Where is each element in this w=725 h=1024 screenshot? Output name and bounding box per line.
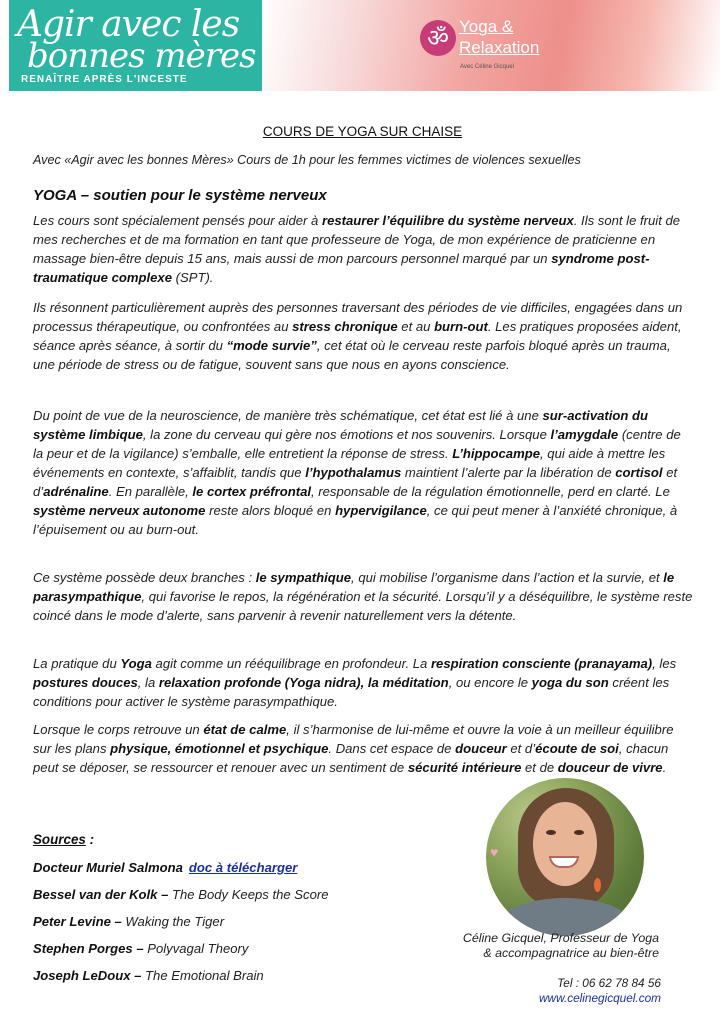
- emphasis-text: cortisol: [615, 465, 663, 480]
- emphasis-text: relaxation profonde (Yoga nidra), la méditation: [158, 675, 449, 690]
- source-work: The Body Keeps the Score: [168, 887, 329, 902]
- paragraph-text: . Dans cet espace de: [328, 741, 456, 756]
- yoga-title-line-2: Relaxation: [459, 38, 540, 57]
- emphasis-text: le sympathique: [255, 570, 352, 585]
- photo-eye: [546, 830, 556, 835]
- emphasis-text: postures douces: [33, 675, 138, 690]
- paragraph-text: (centre de la peur et de la vigilance) s’emballe, elle entretient la réponse de stress.: [33, 427, 681, 461]
- page-title: COURS DE YOGA SUR CHAISE: [262, 124, 463, 139]
- emphasis-text: respiration consciente (pranayama): [430, 656, 653, 671]
- source-author: Bessel van der Kolk –: [33, 887, 169, 902]
- page-subtitle: Avec «Agir avec les bonnes Mères» Cours de 1h pour les femmes victimes de violences sexuelles: [33, 153, 581, 167]
- paragraph-text: Ce système possède deux branches :: [33, 570, 256, 585]
- paragraph-text: , responsable de la régulation émotionnelle, perd en clarté. Le: [311, 484, 670, 499]
- paragraph-text: reste alors bloqué en: [205, 503, 336, 518]
- yoga-relaxation-banner: [262, 0, 720, 91]
- paragraph: [33, 298, 693, 374]
- paragraph-text: , il s’harmonise de lui-même et ouvre la voie à un meilleur équilibre sur les plans: [33, 722, 674, 756]
- source-author: Docteur Muriel Salmona: [33, 860, 183, 875]
- paragraph-text: et d’: [506, 741, 536, 756]
- profile-caption-role: & accompagnatrice au bien-être: [483, 946, 659, 960]
- emphasis-text: système nerveux autonome: [33, 503, 206, 518]
- emphasis-text: restaurer l’équilibre du système nerveux: [321, 213, 574, 228]
- logo-line-1: Agir avec les: [17, 4, 240, 45]
- paragraph-text: La pratique du: [33, 656, 121, 671]
- emphasis-text: hypervigilance: [335, 503, 427, 518]
- source-work: Waking the Tiger: [121, 914, 225, 929]
- yoga-credit: Avec Céline Gicquel: [460, 64, 514, 70]
- emphasis-text: yoga du son: [531, 675, 609, 690]
- emphasis-text: écoute de soi: [535, 741, 619, 756]
- paragraph: [33, 406, 693, 539]
- emphasis-text: stress chronique: [292, 319, 398, 334]
- emphasis-text: le cortex préfrontal: [192, 484, 312, 499]
- emphasis-text: burn-out: [434, 319, 488, 334]
- emphasis-text: le parasympathique: [33, 570, 675, 604]
- agir-avec-les-bonnes-meres-logo: [9, 0, 262, 91]
- emphasis-text: sécurité intérieure: [407, 760, 522, 775]
- paragraph: [33, 568, 693, 625]
- paragraph-text: . Ils sont le fruit de mes recherches et de ma formation en tant que professeure de Yoga, de mon expérience de praticienne en massage bien-être depuis 15 ans, mais aussi de mon parcours personnel marqué par un: [33, 213, 681, 266]
- profile-photo: [486, 778, 644, 936]
- website-link[interactable]: www.celinegicquel.com: [539, 991, 661, 1005]
- photo-face: [533, 802, 597, 886]
- source-author: Stephen Porges –: [33, 941, 144, 956]
- paragraph-text: , la zone du cerveau qui gère nos émotions et nos souvenirs. Lorsque: [142, 427, 551, 442]
- photo-earring: [594, 878, 601, 892]
- emphasis-text: adrénaline: [43, 484, 109, 499]
- paragraph-text: Lorsque le corps retrouve un: [33, 722, 204, 737]
- paragraph-text: , qui aide à mettre les événements en contexte, s’affaiblit, tandis que: [33, 446, 666, 480]
- emphasis-text: douceur de vivre: [557, 760, 663, 775]
- logo-line-2: bonnes mères: [27, 36, 256, 76]
- source-item: [33, 914, 224, 929]
- paragraph-text: , qui mobilise l’organisme dans l’action et la survie, et: [351, 570, 664, 585]
- paragraph-text: , les: [652, 656, 677, 671]
- source-work: Polyvagal Theory: [143, 941, 249, 956]
- paragraph-text: , la: [137, 675, 159, 690]
- paragraph-text: Ils résonnent particulièrement auprès des personnes traversant des périodes de vie difficiles, engagées dans un processus thérapeutique, ou confrontées au: [33, 300, 683, 334]
- paragraph-text: , ce qui peut mener à l’anxiété chronique, à l’épuisement ou au burn-out.: [33, 503, 678, 537]
- paragraph: [33, 720, 693, 777]
- phone-number: Tel : 06 62 78 84 56: [557, 976, 661, 990]
- om-icon: ॐ: [420, 20, 456, 56]
- paragraph-text: maintient l’alerte par la libération de: [401, 465, 616, 480]
- section-heading: YOGA – soutien pour le système nerveux: [33, 187, 327, 204]
- emphasis-text: physique, émotionnel et psychique: [110, 741, 329, 756]
- paragraph-text: Du point de vue de la neuroscience, de manière très schématique, cet état est lié à une: [33, 408, 543, 423]
- download-doc-link[interactable]: doc à télécharger: [188, 860, 298, 875]
- emphasis-text: douceur: [455, 741, 507, 756]
- paragraph-text: . Les pratiques proposées aident, séance après séance, à sortir du: [33, 319, 682, 353]
- emphasis-text: Yoga: [120, 656, 152, 671]
- paragraph-text: .: [662, 760, 667, 775]
- paragraph-text: , qui favorise le repos, la régénération et la sécurité. Lorsqu’il y a déséquilibre, le système reste coincé dans le mode d’alerte, sans parvenir à revenir naturellement vers la détente.: [33, 589, 693, 623]
- source-item: [33, 941, 248, 956]
- source-author: Peter Levine –: [33, 914, 122, 929]
- emphasis-text: sur-activation du système limbique: [33, 408, 649, 442]
- source-item: [33, 860, 297, 875]
- emphasis-text: syndrome post-traumatique complexe: [33, 251, 650, 285]
- paragraph-text: , cet état où le cerveau reste parfois bloqué après un trauma, une période de stress ou de fatigue, souvent sans que nous en ayons conscience.: [33, 338, 671, 372]
- paragraph-text: et au: [397, 319, 435, 334]
- paragraph-text: , chacun peut se déposer, se ressourcer et renouer avec un sentiment de: [33, 741, 669, 775]
- paragraph: [33, 654, 693, 711]
- profile-caption-name: Céline Gicquel, Professeur de Yoga: [462, 931, 659, 945]
- yoga-title-line-1: Yoga &: [459, 17, 514, 36]
- paragraph-text: Les cours sont spécialement pensés pour aider à: [33, 213, 322, 228]
- emphasis-text: l’amygdale: [550, 427, 619, 442]
- sources-heading: Sources :: [33, 832, 95, 847]
- source-item: [33, 887, 329, 902]
- paragraph-text: et de: [521, 760, 558, 775]
- paragraph-text: et d’: [33, 465, 678, 499]
- paragraph-text: agit comme un rééquilibrage en profondeur. La: [151, 656, 431, 671]
- emphasis-text: “mode survie”: [226, 338, 317, 353]
- photo-eye: [574, 830, 584, 835]
- source-work: The Emotional Brain: [141, 968, 264, 983]
- paragraph: [33, 211, 693, 287]
- paragraph-text: (SPT).: [171, 270, 214, 285]
- paragraph-text: , ou encore le: [448, 675, 532, 690]
- paragraph-text: créent les conditions pour activer le système parasympathique.: [33, 675, 670, 709]
- source-item: [33, 968, 264, 983]
- logo-tagline: RENAÎTRE APRÈS L'INCESTE: [21, 74, 188, 85]
- emphasis-text: état de calme: [203, 722, 287, 737]
- emphasis-text: l’hypothalamus: [305, 465, 402, 480]
- source-author: Joseph LeDoux –: [33, 968, 142, 983]
- heart-icon: ♥: [490, 844, 499, 860]
- paragraph-text: . En parallèle,: [108, 484, 193, 499]
- emphasis-text: L’hippocampe: [452, 446, 541, 461]
